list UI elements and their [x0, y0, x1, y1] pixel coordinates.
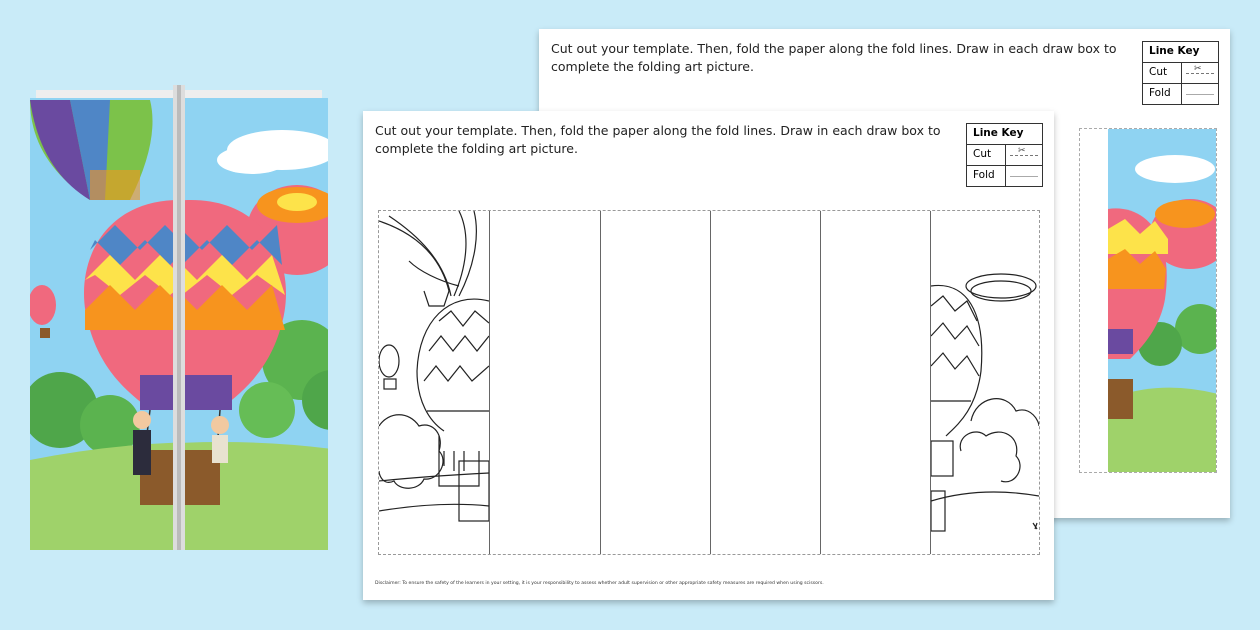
fold-line	[710, 211, 711, 554]
scissors-icon: ✂	[1018, 146, 1026, 156]
cut-line-sample	[1006, 145, 1042, 165]
fold-line-sample	[1182, 84, 1218, 104]
folding-template	[378, 210, 1040, 555]
fold-line	[600, 211, 601, 554]
folded-artwork	[30, 80, 328, 550]
front-worksheet	[363, 111, 1054, 600]
colored-template-panel	[1079, 128, 1217, 473]
left-outline-art	[379, 211, 489, 554]
line-key-cut-row	[1143, 63, 1218, 84]
line-key-cut-row	[967, 145, 1042, 166]
line-key	[1142, 41, 1219, 105]
disclaimer-text: Disclaimer: To ensure the safety of the learners in your setting, it is your responsibility to assess whether adult supervision or other appropriate safety measures are required when using scissors.	[375, 581, 824, 586]
cut-label: Cut	[967, 145, 1006, 165]
line-key-title: Line Key	[967, 124, 1042, 145]
fold-line	[820, 211, 821, 554]
fold-line	[489, 211, 490, 554]
line-key-title: Line Key	[1143, 42, 1218, 63]
fold-label: Fold	[1143, 84, 1182, 104]
line-key	[966, 123, 1043, 187]
line-key-fold-row	[967, 166, 1042, 186]
instructions-text: Cut out your template. Then, fold the paper along the fold lines. Draw in each draw box to complete the folding art picture.	[375, 123, 941, 156]
instructions-text: Cut out your template. Then, fold the paper along the fold lines. Draw in each draw box to complete the folding art picture.	[551, 41, 1117, 74]
colored-balloon-art	[1080, 129, 1217, 473]
fold-line-sample	[1006, 166, 1042, 186]
cut-line-sample	[1182, 63, 1218, 83]
cut-label: Cut	[1143, 63, 1182, 83]
line-key-fold-row	[1143, 84, 1218, 104]
scissors-icon: ✂	[1194, 64, 1202, 74]
fold-label: Fold	[967, 166, 1006, 186]
right-outline-art	[931, 211, 1039, 554]
